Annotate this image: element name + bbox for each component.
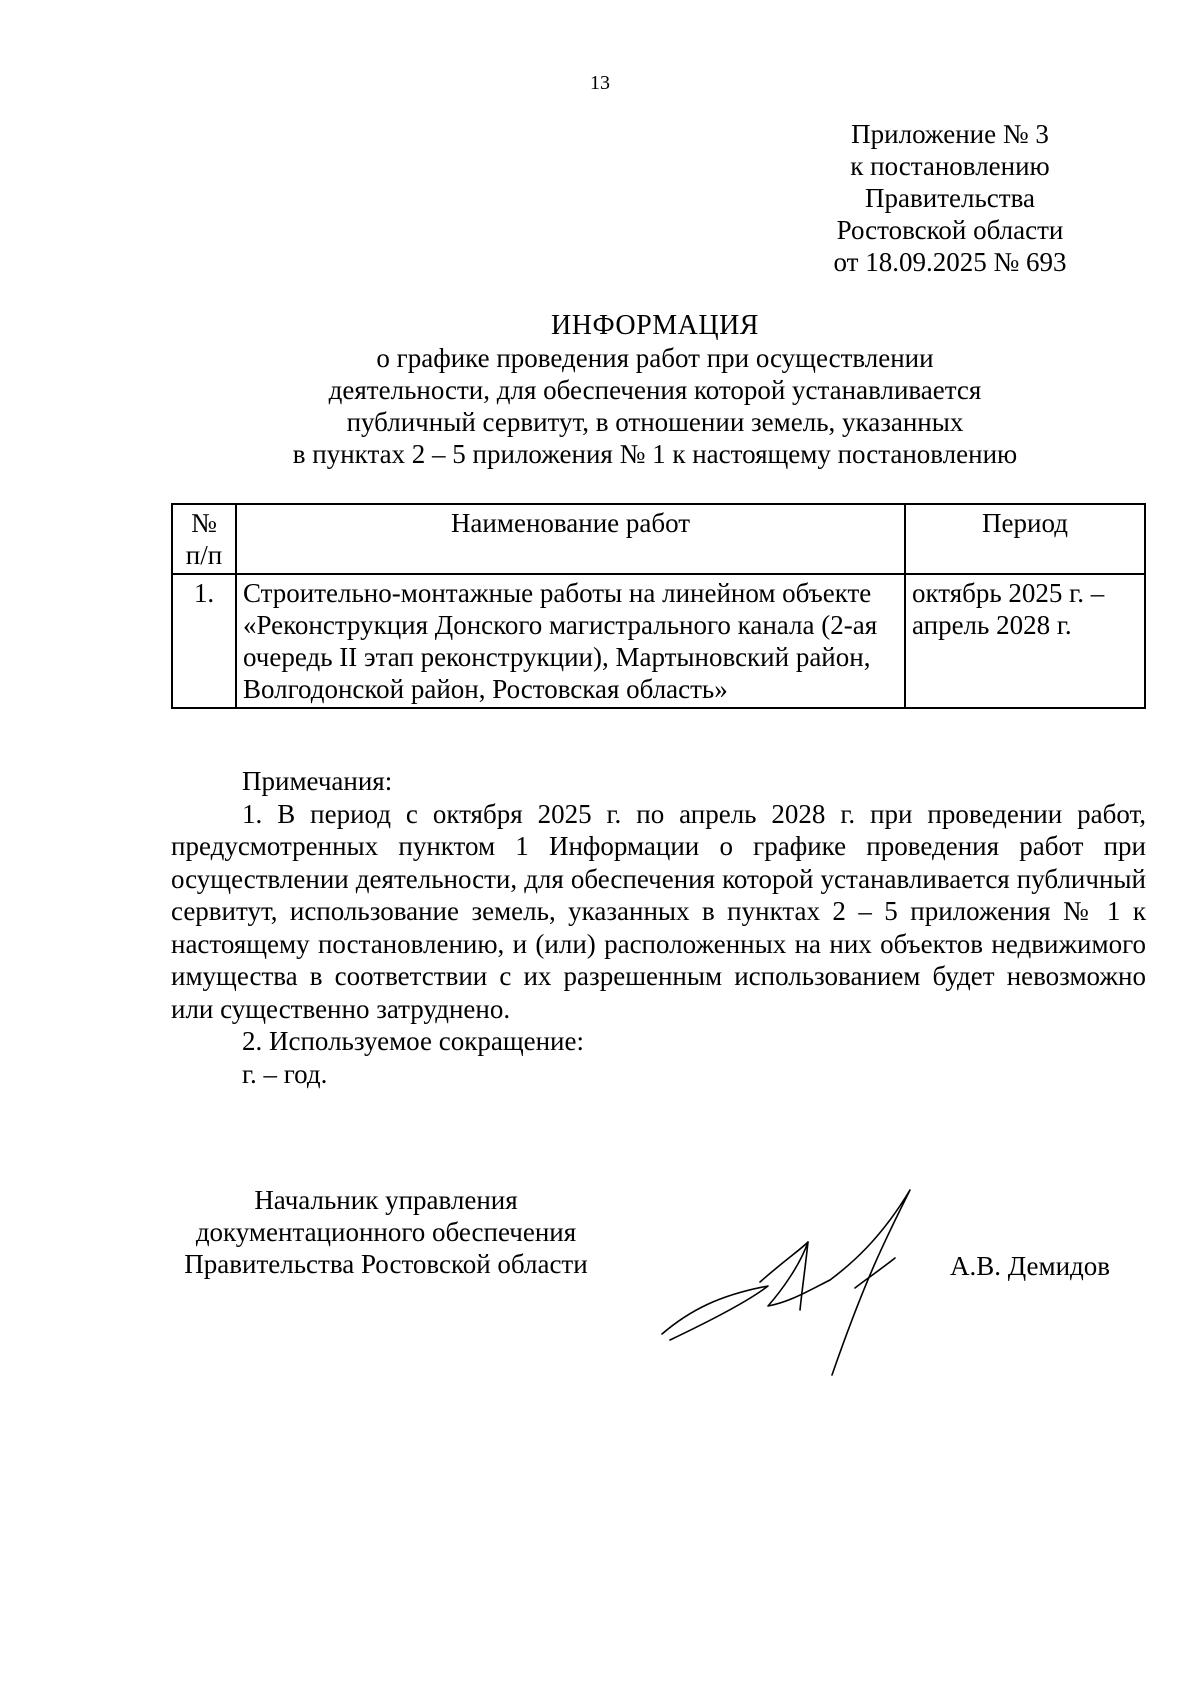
appendix-line-1: Приложение № 3: [851, 119, 1049, 149]
works-schedule-table: [171, 503, 1146, 709]
appendix-block: [760, 118, 1140, 278]
handwritten-signature: [650, 1170, 950, 1380]
note-item-2: 2. Используемое сокращение:: [242, 1026, 584, 1056]
signature-stroke: [830, 1190, 910, 1375]
heading-line: о графике проведения работ при осуществлении: [376, 343, 934, 373]
position-line-1: Начальник управления: [254, 1185, 518, 1215]
table-header-row: [172, 504, 1145, 574]
header-num-line-1: №: [191, 508, 217, 538]
signature-stroke: [760, 1242, 830, 1306]
row-period: октябрь 2025 г. – апрель 2028 г.: [905, 574, 1145, 708]
position-line-2: документационного обеспечения: [195, 1217, 577, 1247]
appendix-line-2: к постановлению: [850, 151, 1050, 181]
header-num: [172, 504, 236, 574]
appendix-line-3: Правительства: [865, 183, 1035, 213]
signatory-name: А.В. Демидов: [950, 1251, 1111, 1281]
header-num-line-2: п/п: [185, 540, 223, 570]
position-line-3: Правительства Ростовской области: [184, 1249, 588, 1279]
heading-line: в пунктах 2 – 5 приложения № 1 к настоящему постановлению: [292, 439, 1018, 469]
note-item-1: 1. В период с октября 2025 г. по апрель 2028 г. при проведении работ, предусмотренных пунктом 1 Информации о графике проведения работ при осуществлении деятельности, для обеспечения которой устанавливается публичный сервитут, использование земель, указанных в пунктах 2 – 5 приложения № 1 к настоящему постановлению, и (или) расположенных на них объектов недвижимого имущества в соответствии с их разрешенным использованием будет невозможно или существенно затруднено.: [171, 798, 1146, 1024]
signatory-position: [166, 1184, 606, 1280]
table-row: [172, 574, 1145, 708]
note-item-2-value: г. – год.: [242, 1058, 328, 1089]
notes-section: [171, 765, 1146, 1090]
heading-line: деятельности, для обеспечения которой устанавливается: [328, 375, 982, 405]
appendix-line-5: от 18.09.2025 № 693: [833, 247, 1067, 277]
row-name: Строительно-монтажные работы на линейном объекте «Реконструкция Донского магистрального канала (2-ая очередь II этап реконструкции), Мартыновский район, Волгодонской район, Ростовская область»: [236, 574, 905, 708]
header-period: Период: [905, 504, 1145, 574]
heading-line: публичный сервитут, в отношении земель, указанных: [346, 407, 964, 437]
document-heading: [160, 310, 1150, 470]
heading-title: ИНФОРМАЦИЯ: [551, 310, 759, 341]
appendix-line-4: Ростовской области: [836, 215, 1064, 245]
header-name: Наименование работ: [236, 504, 905, 574]
page-number: 13: [590, 72, 610, 94]
notes-title: Примечания:: [242, 766, 393, 796]
row-num: 1.: [172, 574, 236, 708]
signature-stroke: [662, 1286, 768, 1340]
